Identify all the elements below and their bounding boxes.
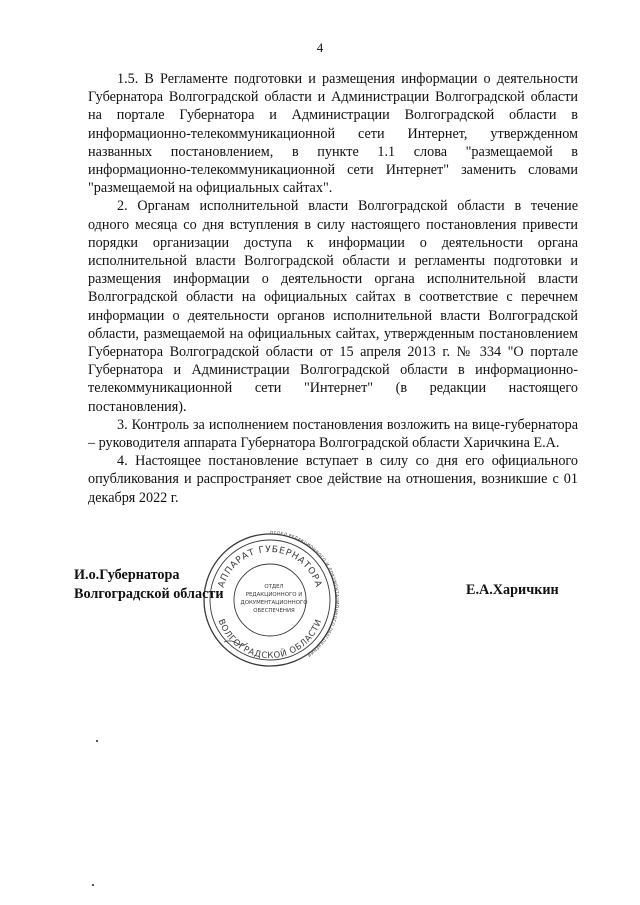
signer-name: Е.А.Харичкин (466, 582, 559, 598)
paragraph-1-5: 1.5. В Регламенте подготовки и размещения информации о деятельности Губернатора Волгоградской области и Администрации Волгоградской области на портале Губернатора и Администрации Волгоградской области в информационно-телекоммуникационной сети Интернет, утвержденном названных постановлением, в пункте 1.1 слова "размещаемой в информационно-телекоммуникационной сети Интернет" заменить словами "размещаемой на официальных сайтах". (88, 71, 578, 197)
seal-center-line-1: ОТДЕЛ (264, 584, 284, 590)
svg-text:АППАРАТ ГУБЕРНАТОРА (217, 545, 324, 589)
scan-speck (96, 740, 98, 742)
seal-middle-circle (210, 540, 330, 660)
signer-title-line-1: И.о.Губернатора (74, 567, 180, 583)
paragraph-2: 2. Органам исполнительной власти Волгоградской области в течение одного месяца со дня вступления в силу настоящего постановления привести порядки организации доступа к информации о деятельности органа исполнительной власти Волгоградской области и регламенты подготовки и размещения информации о деятельности органа исполнительной власти Волгоградской области на официальных сайтах в соответствие с перечнем информации о деятельности органов исполнительной власти Волгоградской области, размещаемой на официальных сайтах, утвержденным постановлением Губернатора Волгоградской области от 15 апреля 2013 г. № 334 "О портале Губернатора и Администрации Волгоградской области в информационно-телекоммуникационной сети "Интернет" (в редакции настоящего постановления). (88, 198, 578, 415)
seal-center-line-4: ОБЕСПЕЧЕНИЯ (253, 608, 295, 614)
seal-ring-text: ОТДЕЛ РЕДАКЦИОННОГО И ДОКУМЕНТАЦИОННОГО ОБЕСПЕЧЕНИЯ (269, 530, 340, 658)
seal-inner-circle (234, 564, 306, 636)
seal-outer-circle (204, 534, 336, 666)
paragraph-4: 4. Настоящее постановление вступает в силу со дня его официального опубликования и распространяет свое действие на отношения, возникшие с 01 декабря 2022 г. (88, 453, 578, 506)
seal-bottom-text: ВОЛГОГРАДСКОЙ ОБЛАСТИ (215, 617, 325, 662)
scan-speck (92, 884, 94, 886)
seal-center-line-2: РЕДАКЦИОННОГО И (245, 592, 303, 598)
seal-center-line-3: ДОКУМЕНТАЦИОННОГО (240, 600, 308, 606)
page-number: 4 (316, 40, 324, 55)
signer-title (74, 566, 224, 603)
document-body (88, 70, 578, 507)
seal-top-text: АППАРАТ ГУБЕРНАТОРА (216, 544, 324, 590)
svg-text:ВОЛГОГРАДСКОЙ ОБЛАСТИ (216, 618, 325, 661)
paragraph-3: 3. Контроль за исполнением постановления возложить на вице-губернатора – руководителя аппарата Губернатора Волгоградской области Харичкина Е.А. (88, 416, 578, 452)
signer-title-line-2: Волгоградской области (74, 585, 224, 602)
svg-text:ОТДЕЛ РЕДАКЦИОННОГО И ДОКУМЕНТ (270, 530, 340, 658)
seal-signature-scribble (224, 641, 248, 645)
